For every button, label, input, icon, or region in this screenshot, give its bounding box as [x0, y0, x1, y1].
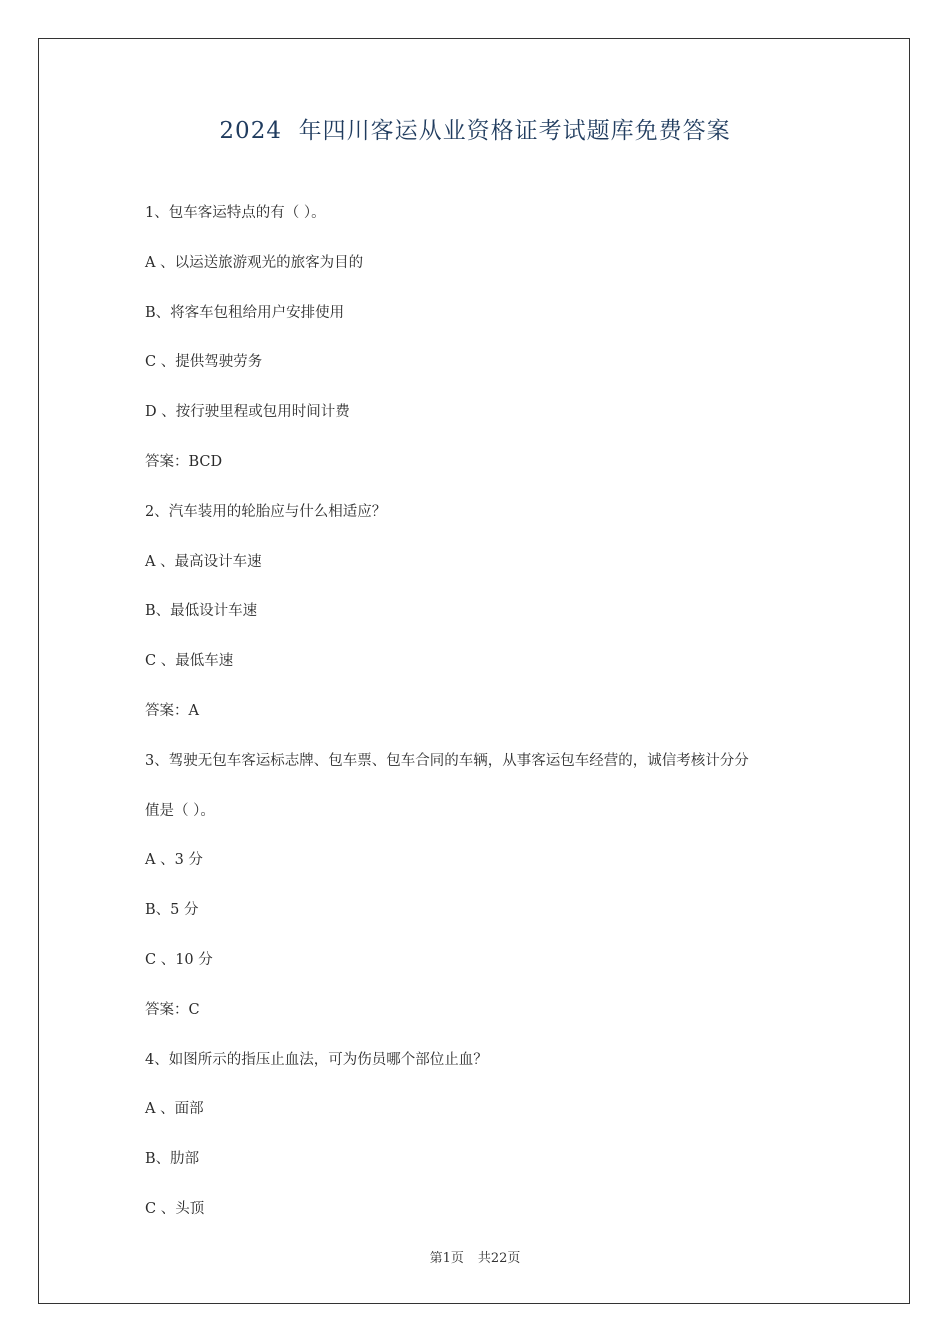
question-2-option-b: B、最低设计车速 — [145, 603, 258, 620]
question-3-option-a: A 、3 分 — [145, 852, 203, 869]
question-1-answer: 答案：BCD — [145, 453, 223, 470]
page-number: 第1页 — [429, 1251, 464, 1266]
question-1-text: 1、包车客运特点的有（ ）。 — [145, 205, 326, 221]
question-2-answer: 答案：A — [145, 702, 199, 719]
document-title: 2024 年四川客运从业资格证考试题库免费答案 — [219, 118, 731, 144]
question-2-text: 2、汽车装用的轮胎应与什么相适应？ — [145, 503, 387, 520]
page-total: 共22页 — [477, 1251, 521, 1266]
question-3-answer: 答案：C — [145, 1001, 200, 1018]
question-3-text: 3、驾驶无包车客运标志牌、包车票、包车合同的车辆，从事客运包车经营的，诚信考核计分分 — [145, 752, 749, 769]
question-1-option-b: B、将客车包租给用户安排使用 — [145, 304, 345, 321]
question-3-text-continued: 值是（ ）。 — [145, 802, 215, 819]
question-list — [145, 199, 825, 1245]
question-1-option-c: C 、提供驾驶劳务 — [145, 354, 263, 371]
question-1-option-d: D 、按行驶里程或包用时间计费 — [145, 404, 350, 421]
question-1-option-a: A 、以运送旅游观光的旅客为目的 — [145, 254, 364, 271]
question-2-option-a: A 、最高设计车速 — [145, 553, 262, 570]
question-3-option-c: C 、10 分 — [145, 951, 213, 968]
question-2-option-c: C 、最低车速 — [145, 653, 234, 670]
question-4-option-a: A 、面部 — [145, 1101, 204, 1118]
page-footer — [0, 1247, 950, 1266]
question-4-text: 4、如图所示的指压止血法，可为伤员哪个部位止血？ — [145, 1051, 488, 1068]
question-4-option-c: C 、头顶 — [145, 1200, 205, 1217]
question-3-option-b: B、5 分 — [145, 902, 199, 919]
question-4-option-b: B、肋部 — [145, 1151, 200, 1168]
